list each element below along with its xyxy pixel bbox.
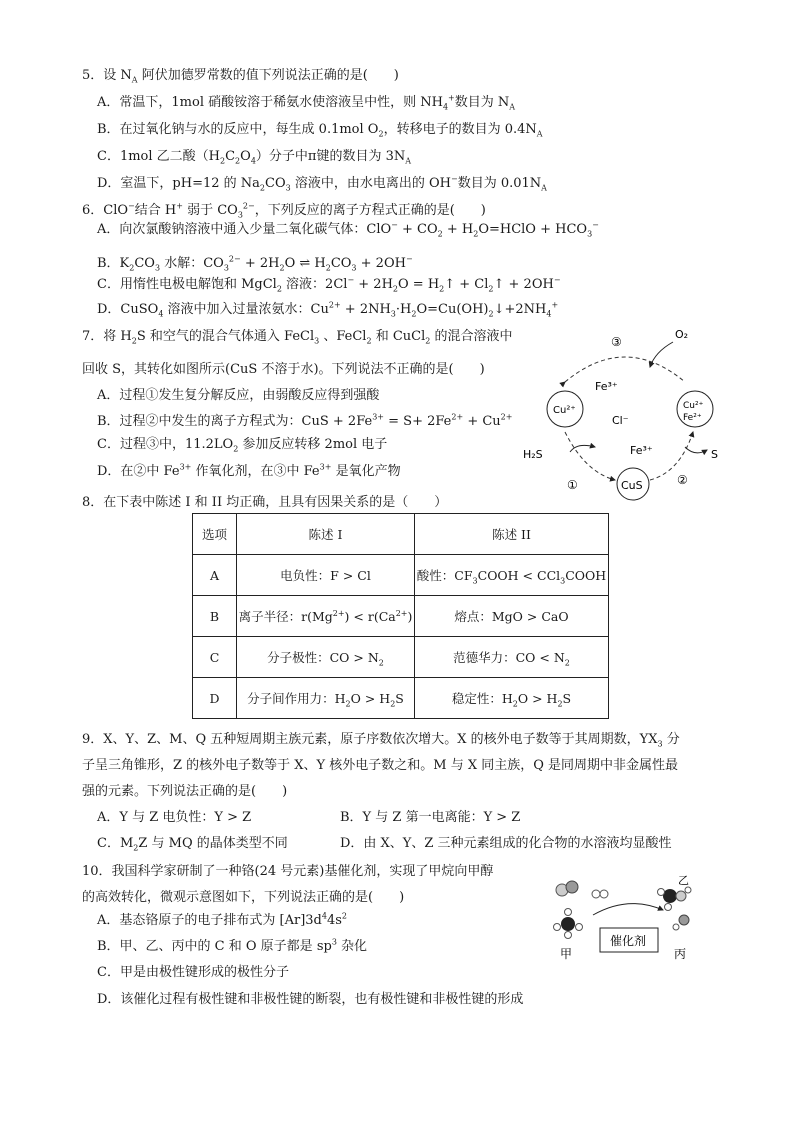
hydrogen-atom-icon [673, 924, 679, 930]
table-header-row [193, 514, 609, 555]
hydrogen-atom-icon [665, 904, 672, 911]
table-cell: 熔点：MgO > CaO [415, 596, 609, 637]
table-cell: 电负性：F > Cl [237, 555, 415, 596]
table-header-cell: 陈述 I [237, 514, 415, 555]
q9-option-b: B．Y 与 Z 第一电离能：Y > Z [340, 810, 521, 825]
q9-option-c: C．$M_2Z$ 与 MQ 的晶体类型不同 [97, 836, 288, 853]
step3-arc [565, 357, 685, 382]
q9-option-d: D．由 X、Y、Z 三种元素组成的化合物的水溶液均显酸性 [340, 836, 672, 851]
table-row [193, 637, 609, 678]
q10-option-b: B．甲、乙、丙中的 C 和 O 原子都是 $sp^3$ 杂化 [97, 937, 368, 954]
fe3-low-label: Fe³⁺ [630, 444, 653, 457]
q5-option-c: C．1mol 乙二酸$(H_2C_2O_4)$分子中π键的数目为 $3N_A$ [97, 149, 412, 166]
q7-stem-line1: 7．将 $H_2S$ 和空气的混合气体通入 FeCl$_3$ 、FeCl$_2$ 和 CuCl$_2$ 的混合溶液中 [82, 329, 513, 346]
q10-stem-line2: 的高效转化，微观示意图如下，下列说法正确的是( ) [82, 890, 405, 905]
hydrogen-atom-icon [554, 924, 561, 931]
atom-icon [592, 890, 600, 898]
q6-stem: 6．ClO−结合 H+ 弱于 $CO_3^{2-}$，下列反应的离子方程式正确的是( ) [82, 201, 486, 220]
q7-option-b: B．过程②中发生的离子方程式为：CuS + $2Fe^{3+} = S+ 2Fe^{2+} + Cu^{2+}$ [97, 412, 513, 429]
q10-stem-line1: 10．我国科学家研制了一种铬(24 号元素)基催化剂，实现了甲烷向甲醇 [82, 864, 494, 879]
q5-option-a: A．常温下，1mol 硝酸铵溶于稀氨水使溶液呈中性，则 $NH_4^+$数目为 $N_A$ [97, 93, 516, 112]
table-cell: 分子极性：CO > $N_2$ [237, 637, 415, 678]
table-cell: D [193, 678, 237, 719]
h2s-label: H₂S [523, 448, 543, 461]
q5-option-d: D．室温下，pH=12 的 $Na_2CO_3$ 溶液中，由水电离出的 OH−数目为 $0.01N_A$ [97, 174, 547, 193]
label-yi: 乙 [678, 874, 689, 887]
table-cell: 离子半径：$r(Mg^{2+}) < r(Ca^{2+})$ [237, 596, 415, 637]
s-arrow [685, 447, 707, 453]
q7-option-c: C．过程③中，$11.2LO_2$ 参加反应转移 2mol 电子 [97, 437, 388, 454]
reaction-arrow [593, 904, 663, 915]
q5-stem: 5．设 $N_A$ 阿伏加德罗常数的值下列说法正确的是( ) [82, 68, 399, 85]
q10-option-c: C．甲是由极性键形成的极性分子 [97, 965, 289, 980]
table-cell: 范德华力：CO < $N_2$ [415, 637, 609, 678]
fe2-right-label: Fe²⁺ [683, 413, 702, 423]
step3-label: ③ [611, 335, 622, 349]
o2-label: O₂ [675, 328, 689, 341]
oxygen-atom-icon [679, 915, 689, 925]
cl-label: Cl⁻ [612, 414, 629, 427]
oxygen-atom-icon [676, 891, 686, 901]
q8-stem: 8．在下表中陈述 I 和 II 均正确，且具有因果关系的是（ ） [82, 495, 448, 510]
step1-label: ① [567, 478, 578, 492]
q9-option-a: A．Y 与 Z 电负性：Y > Z [97, 810, 252, 825]
atom-icon [600, 890, 608, 898]
step2-label: ② [677, 473, 688, 487]
table-cell: 酸性：$CF_3COOH$ < CCl$_3$COOH [415, 555, 609, 596]
q6-option-a: A．向次氯酸钠溶液中通入少量二氧化碳气体：$ClO^- + CO_2$ + $H_2O=HClO + HCO_3^-$ [97, 220, 599, 239]
q10-option-d: D．该催化过程有极性键和非极性键的断裂，也有极性键和非极性键的形成 [97, 992, 524, 1007]
cus-label: CuS [621, 479, 643, 492]
table-cell: C [193, 637, 237, 678]
q6-option-b: B．$K_2CO_3$ 水解：$CO_3^{2-} + 2H_2O$ ⇌ $H_2CO_3 + 2OH^-$ [97, 254, 413, 273]
q9-stem-line2: 子呈三角锥形，Z 的核外电子数等于 X、Y 核外电子数之和。M 与 X 同主族，Q 是同周期中非金属性最 [82, 758, 679, 773]
q9-stem-line1: 9．X、Y、Z、M、Q 五种短周期主族元素，原子序数依次增大。X 的核外电子数等于其周期数，$YX_3$ 分 [82, 732, 680, 749]
label-bing: 丙 [674, 947, 687, 961]
label-catalyst: 催化剂 [610, 934, 647, 948]
cu2-label: Cu²⁺ [553, 405, 576, 416]
o2-arrow [650, 342, 673, 367]
hydrogen-atom-icon [565, 909, 572, 916]
q6-option-d: D．CuSO$_4$ 溶液中加入过量浓氨水：$Cu^{2+}$ + $2NH_3\cdot H_2O=Cu(OH)_2↓+2NH_4^+$ [97, 300, 559, 319]
q7-option-a: A．过程①发生复分解反应，由弱酸反应得到强酸 [97, 388, 380, 403]
table-cell: B [193, 596, 237, 637]
q7-stem-line2: 回收 S，其转化如图所示(CuS 不溶于水)。下列说法不正确的是( ) [82, 362, 485, 377]
q10-option-a: A．基态铬原子的电子排布式为 $[Ar]3d^44s^2$ [97, 911, 348, 928]
s-label: S [711, 448, 718, 461]
label-jia: 甲 [560, 947, 573, 961]
table-row [193, 678, 609, 719]
step1-arc [565, 432, 615, 480]
fe3-top-label: Fe³⁺ [595, 380, 618, 393]
q8-table [192, 513, 609, 719]
cu2-right-label: Cu²⁺ [683, 401, 704, 411]
q6-option-c: C．用惰性电极电解饱和 MgCl$_2$ 溶液：$2Cl^- + 2H_2O$ = $H_2↑$ + $Cl_2↑ + 2OH^-$ [97, 275, 561, 294]
carbon-atom-icon [663, 889, 677, 903]
table-cell: A [193, 555, 237, 596]
hydrogen-atom-icon [565, 932, 572, 939]
table-row [193, 555, 609, 596]
q5-option-b: B．在过氧化钠与水的反应中，每生成 0.1mol $O_2$，转移电子的数目为 $0.4N_A$ [97, 122, 543, 139]
q7-option-d: D．在②中 $Fe^{3+}$ 作氧化剂，在③中 $Fe^{3+}$ 是氧化产物 [97, 462, 401, 479]
table-header-cell: 陈述 II [415, 514, 609, 555]
hydrogen-atom-icon [576, 924, 583, 931]
table-header-cell: 选项 [193, 514, 237, 555]
q7-cycle-diagram [515, 322, 725, 502]
table-cell: 分子间作用力：$H_2O > H_2S$ [237, 678, 415, 719]
hydrogen-atom-icon [658, 889, 665, 896]
h2s-arrow [570, 445, 595, 452]
q9-stem-line3: 强的元素。下列说法正确的是( ) [82, 784, 288, 799]
table-row [193, 596, 609, 637]
table-cell: 稳定性：$H_2O > H_2S$ [415, 678, 609, 719]
hydrogen-atom-icon [685, 887, 691, 893]
carbon-atom-icon [561, 917, 575, 931]
q10-catalysis-diagram [548, 870, 718, 965]
atom-icon [566, 881, 578, 893]
